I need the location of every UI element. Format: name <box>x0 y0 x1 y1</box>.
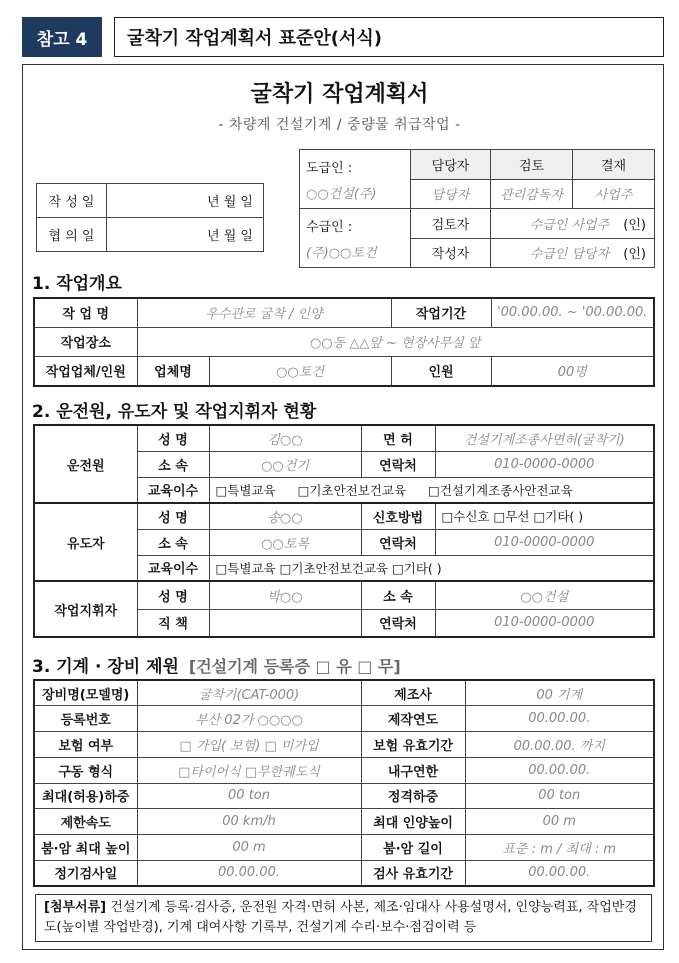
operator-license-label: 면 허 <box>361 425 435 451</box>
writer-value: 수급인 담당자 <box>529 247 610 263</box>
section1-title: 1. 작업개요 <box>32 274 122 294</box>
commander-role-value[interactable] <box>209 609 361 637</box>
dates-table <box>36 183 264 252</box>
equipment-value[interactable]: 00 km/h <box>137 809 361 835</box>
operator-edu-special-checkbox[interactable]: □특별교육 <box>215 482 276 498</box>
writer-seal: (인) <box>623 247 646 263</box>
header-title: 굴착기 작업계획서 표준안(서식) <box>114 17 664 57</box>
equipment-label: 정기검사일 <box>34 860 137 886</box>
guide-name-label: 성 명 <box>137 503 209 529</box>
contractor-value: ○○건설(주) <box>306 187 377 202</box>
equipment-label: 최대(허용)하중 <box>34 783 137 809</box>
commander-label: 작업지휘자 <box>34 581 137 637</box>
commander-contact-label: 연락처 <box>361 609 435 637</box>
commander-contact-value[interactable]: 010-0000-0000 <box>435 609 654 637</box>
commander-role-label: 직 책 <box>137 609 209 637</box>
company-label: 작업업체/인원 <box>34 356 137 386</box>
commander-name-label: 성 명 <box>137 581 209 609</box>
equipment-row <box>34 860 654 886</box>
period-value[interactable]: '00.00.00. ~ '00.00.00. <box>491 298 654 327</box>
equipment-value[interactable]: 00 ton <box>137 783 361 809</box>
equipment-value[interactable]: 00.00.00. <box>137 860 361 886</box>
subcontractor-value: (주)○○토건 <box>306 246 377 261</box>
operator-contact-label: 연락처 <box>361 451 435 477</box>
equipment-label: 등록번호 <box>34 706 137 732</box>
section3-title: 3. 기계 · 장비 제원 <box>32 657 179 677</box>
attachment-note <box>35 894 652 942</box>
guide-dept-value[interactable]: ○○토목 <box>209 529 361 555</box>
period-label: 작업기간 <box>391 298 491 327</box>
company-name-value[interactable]: ○○토건 <box>209 356 391 386</box>
equipment-row <box>34 783 654 809</box>
equipment-value[interactable]: □ 가입( 보험) □ 미가입 <box>137 732 361 758</box>
equipment-label: 붐·암 최대 높이 <box>34 835 137 861</box>
writer-label: 작성자 <box>411 238 491 268</box>
operator-contact-value[interactable]: 010-0000-0000 <box>435 451 654 477</box>
agreed-date-field[interactable]: 년 월 일 <box>107 218 264 252</box>
equipment-row <box>34 680 654 706</box>
col-approve: 결재 <box>573 150 655 180</box>
equipment-label: 제한속도 <box>34 809 137 835</box>
written-date-label: 작 성 일 <box>37 184 107 218</box>
equipment-value[interactable]: 00 m <box>465 809 654 835</box>
equipment-label: 보험 유효기간 <box>361 732 465 758</box>
equipment-label: 붐·암 길이 <box>361 835 465 861</box>
equipment-row <box>34 835 654 861</box>
subcontractor-label: 수급인 : <box>306 220 353 235</box>
approval-table <box>299 149 655 268</box>
equipment-label: 최대 인양높이 <box>361 809 465 835</box>
commander-dept-label: 소 속 <box>361 581 435 609</box>
place-value[interactable]: ○○동 △△앞 ~ 현장사무실 앞 <box>137 327 654 356</box>
operator-name-label: 성 명 <box>137 425 209 451</box>
reviewer-seal: (인) <box>623 217 646 233</box>
equipment-value[interactable]: 00 m <box>137 835 361 861</box>
operator-name-value[interactable]: 김○○ <box>209 425 361 451</box>
reviewer-value: 수급인 사업주 <box>529 217 610 233</box>
equipment-value[interactable]: 표준 : m / 최대 : m <box>465 835 654 861</box>
written-date-field[interactable]: 년 월 일 <box>107 184 264 218</box>
section2-title: 2. 운전원, 유도자 및 작업지휘자 현황 <box>32 402 317 422</box>
equipment-label: 제조사 <box>361 680 465 706</box>
guide-label: 유도자 <box>34 503 137 581</box>
equipment-row <box>34 732 654 758</box>
review-value: 관리감독자 <box>491 179 573 209</box>
commander-name-value[interactable]: 박○○ <box>209 581 361 609</box>
guide-name-value[interactable]: 송○○ <box>209 503 361 529</box>
equipment-value[interactable]: 00.00.00. <box>465 757 654 783</box>
equipment-label: 보험 여부 <box>34 732 137 758</box>
col-review: 검토 <box>491 150 573 180</box>
guide-signal-label: 신호방법 <box>361 503 435 529</box>
equipment-value[interactable]: 00.00.00. <box>465 706 654 732</box>
equipment-value[interactable]: □타이어식 □무한궤도식 <box>137 757 361 783</box>
manager-value: 담당자 <box>411 179 491 209</box>
guide-edu-options[interactable]: □특별교육 □기초안전보건교육 □기타( ) <box>209 555 654 581</box>
equipment-label: 정격하중 <box>361 783 465 809</box>
approve-value: 사업주 <box>573 179 655 209</box>
people-label: 인원 <box>391 356 491 386</box>
equipment-value[interactable]: 굴착기(CAT-000) <box>137 680 361 706</box>
operator-dept-label: 소 속 <box>137 451 209 477</box>
equipment-row <box>34 706 654 732</box>
operator-edu-basic-checkbox[interactable]: □기초안전보건교육 <box>297 482 407 498</box>
equipment-label: 검사 유효기간 <box>361 860 465 886</box>
commander-dept-value[interactable]: ○○건설 <box>435 581 654 609</box>
equipment-row <box>34 809 654 835</box>
equipment-value[interactable]: 00.00.00. 까지 <box>465 732 654 758</box>
work-overview-table <box>33 297 655 387</box>
equipment-label: 장비명(모델명) <box>34 680 137 706</box>
reviewer-label: 검토자 <box>411 209 491 239</box>
section3-heading <box>32 652 401 677</box>
agreed-date-label: 협 의 일 <box>37 218 107 252</box>
operator-license-value[interactable]: 건설기계조종사면허(굴착기) <box>435 425 654 451</box>
equipment-value[interactable]: 00 ton <box>465 783 654 809</box>
people-value[interactable]: 00명 <box>491 356 654 386</box>
guide-table <box>33 502 655 582</box>
equipment-spec-table <box>33 679 655 887</box>
operator-table <box>33 424 655 504</box>
guide-dept-label: 소 속 <box>137 529 209 555</box>
equipment-label: 제작연도 <box>361 706 465 732</box>
reference-tag: 참고 4 <box>22 17 102 57</box>
operator-edu-machine-checkbox[interactable]: □건설기계조종사안전교육 <box>428 482 573 498</box>
guide-signal-options[interactable]: □수신호 □무선 □기타( ) <box>435 503 654 529</box>
equipment-value[interactable]: 00 기계 <box>465 680 654 706</box>
guide-contact-value[interactable]: 010-0000-0000 <box>435 529 654 555</box>
work-name-label: 작 업 명 <box>34 298 137 327</box>
operator-dept-value[interactable]: ○○건기 <box>209 451 361 477</box>
work-name-value[interactable]: 우수관로 굴착 / 인양 <box>137 298 391 327</box>
guide-edu-label: 교육이수 <box>137 555 209 581</box>
company-name-label: 업체명 <box>137 356 209 386</box>
equipment-value[interactable]: 부산 02가 ○○○○ <box>137 706 361 732</box>
document-title: 굴착기 작업계획서 <box>250 82 429 107</box>
attachment-text: 건설기계 등록·검사증, 운전원 자격·면허 사본, 제조·임대사 사용설명서, 인양능력표, 작업반경도(높이별 작업반경), 기계 대여사항 기록부, 건설기계 수리·보수·점검이력 등 <box>44 900 637 935</box>
commander-table <box>33 580 655 638</box>
contractor-label: 도급인 : <box>306 161 353 176</box>
equipment-label: 구동 형식 <box>34 757 137 783</box>
equipment-value[interactable]: 00.00.00. <box>465 860 654 886</box>
attachment-label: [첨부서류] <box>44 900 107 915</box>
equipment-label: 내구연한 <box>361 757 465 783</box>
equipment-row <box>34 757 654 783</box>
guide-contact-label: 연락처 <box>361 529 435 555</box>
document-subtitle: - 차량계 건설기계 / 중량물 취급작업 - <box>218 117 461 133</box>
operator-edu-label: 교육이수 <box>137 477 209 503</box>
operator-label: 운전원 <box>34 425 137 503</box>
place-label: 작업장소 <box>34 327 137 356</box>
registration-note: [건설기계 등록증 □ 유 □ 무] <box>188 657 401 676</box>
col-manager: 담당자 <box>411 150 491 180</box>
